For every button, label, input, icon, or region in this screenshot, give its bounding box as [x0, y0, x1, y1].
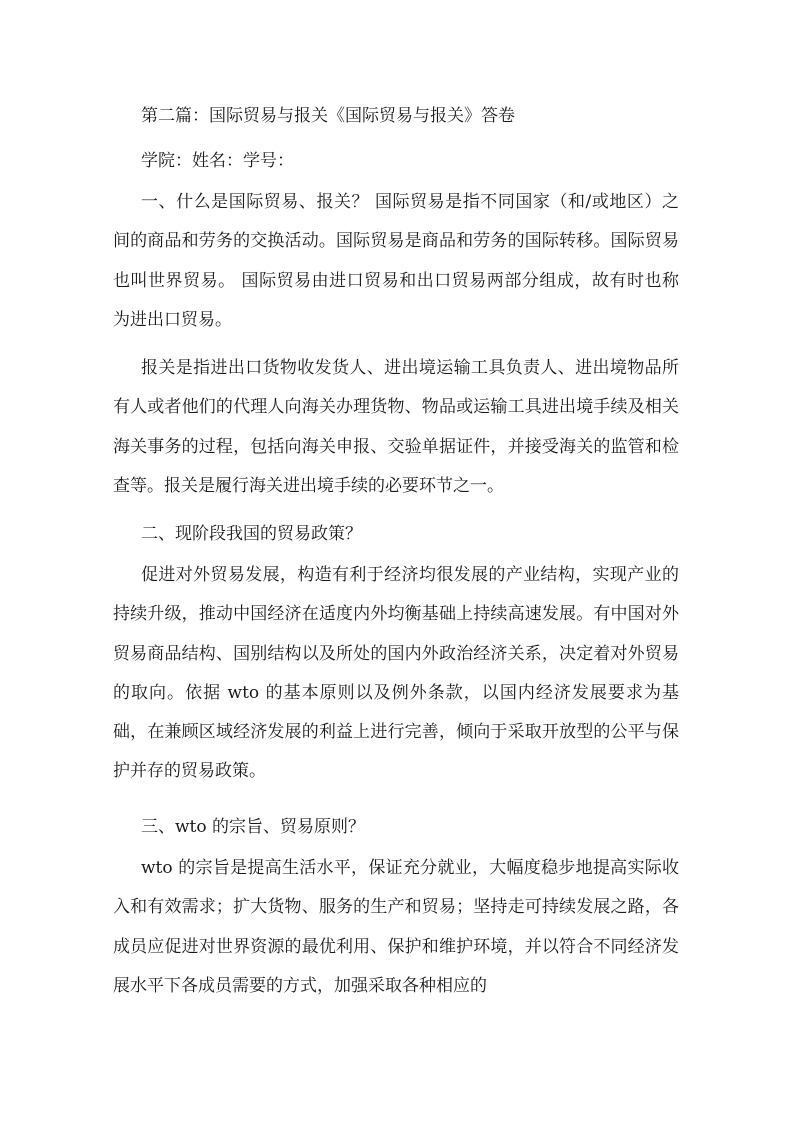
answer-3-paragraph: wto 的宗旨是提高生活水平，保证充分就业，大幅度稳步地提高实际收入和有效需求；扩大货物、服务的生产和贸易；坚持走可持续发展之路，各成员应促进对世界资源的最优利用、保护和维护环境，并以符合不同经济发展水平下各成员需要的方式，加强采取各种相应的 — [113, 858, 679, 996]
customs-definition-paragraph: 报关是指进出口货物收发货人、进出境运输工具负责人、进出境物品所有人或者他们的代理人向海关办理货物、物品或运输工具进出境手续及相关海关事务的过程，包括向海关申报、交验单据证件，并接受海关的监管和检查等。报关是履行海关进出境手续的必要环节之一。 — [113, 358, 679, 496]
question-1-paragraph: 一、什么是国际贸易、报关？ 国际贸易是指不同国家（和/或地区）之间的商品和劳务的交换活动。国际贸易是商品和劳务的国际转移。国际贸易也叫世界贸易。 国际贸易由进口贸易和出口贸易两部分组成，故有时也称为进出口贸易。 — [113, 192, 679, 330]
document-title: 第二篇：国际贸易与报关《国际贸易与报关》答卷 — [141, 106, 515, 126]
answer-2-paragraph: 促进对外贸易发展，构造有利于经济均很发展的产业结构，实现产业的持续升级，推动中国经济在适度内外均衡基础上持续高速发展。有中国对外贸易商品结构、国别结构以及所处的国内外政治经济关系，决定着对外贸易的取向。依据 wto 的基本原则以及例外条款，以国内经济发展要求为基础，在兼顾区域经济发展的利益上进行完善，倾向于采取开放型的公平与保护并存的贸易政策。 — [113, 565, 679, 782]
student-info-line: 学院：姓名：学号： — [141, 151, 294, 171]
question-2-heading: 二、现阶段我国的贸易政策？ — [141, 524, 362, 544]
question-3-heading: 三、wto 的宗旨、贸易原则？ — [141, 817, 366, 837]
